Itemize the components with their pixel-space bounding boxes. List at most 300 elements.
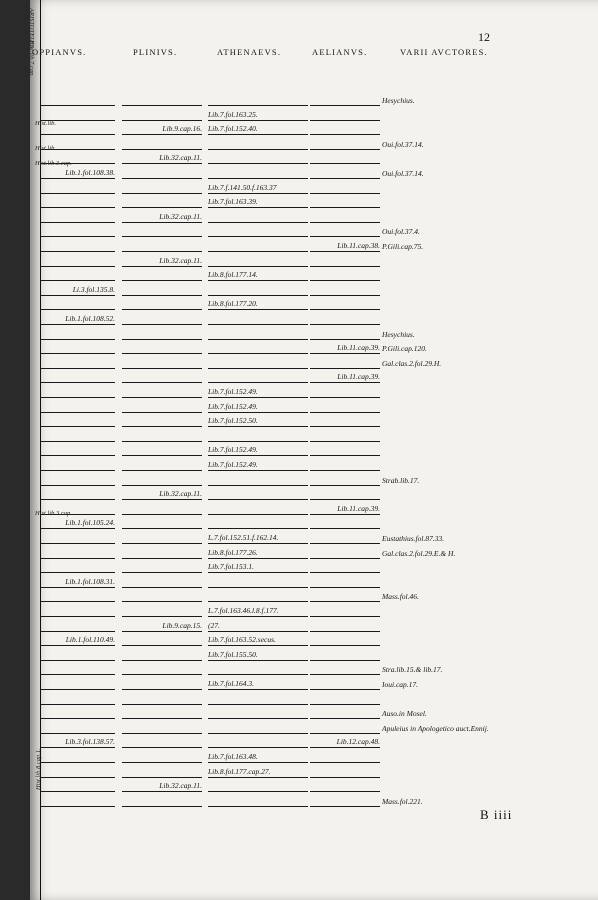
- cell-opp: [40, 651, 115, 661]
- cell-ael: [310, 359, 380, 369]
- cell-ath: [208, 797, 308, 807]
- cell-pli: [122, 359, 202, 369]
- cell-ael: [310, 782, 380, 792]
- citation-text: Lib.8.fol.177.26.: [208, 547, 258, 557]
- cell-var: [382, 300, 532, 310]
- table-row: [30, 286, 598, 296]
- cell-opp: [40, 797, 115, 807]
- cell-opp: [40, 534, 115, 544]
- cell-opp: [40, 403, 115, 413]
- cell-ath: [208, 738, 308, 748]
- cell-var: [382, 344, 532, 354]
- cell-ath: [208, 636, 308, 646]
- cell-ael: [310, 213, 380, 223]
- cell-var: [382, 549, 532, 559]
- cell-pli: [122, 315, 202, 325]
- table-row: [30, 184, 598, 194]
- cell-ael: [310, 271, 380, 281]
- cell-opp: [40, 257, 115, 267]
- citation-text: Gal.clas.2.fol.29.E.& H.: [382, 548, 456, 558]
- cell-ath: [208, 578, 308, 588]
- cell-ath: [208, 446, 308, 456]
- cell-opp: [40, 607, 115, 617]
- citation-text: Lib.7.f.141.50.f.163.37: [208, 182, 277, 192]
- cell-opp: [40, 373, 115, 383]
- table-row: [30, 636, 598, 646]
- cell-pli: [122, 330, 202, 340]
- table-row: [30, 680, 598, 690]
- cell-ael: [310, 665, 380, 675]
- cell-pli: [122, 753, 202, 763]
- cell-ael: [310, 154, 380, 164]
- cell-ath: [208, 651, 308, 661]
- table-row: [30, 461, 598, 471]
- cell-ath: [208, 724, 308, 734]
- citation-text: Hesychius.: [382, 96, 415, 105]
- cell-pli: [122, 344, 202, 354]
- table-row: [30, 198, 598, 208]
- citation-text: Lib.11.cap.38.: [337, 241, 380, 250]
- citation-text: Oui.fol.37.14.: [382, 169, 424, 178]
- table-row: [30, 782, 598, 792]
- cell-ael: [310, 242, 380, 252]
- citation-text: Lib.7.fol.152.49.: [208, 401, 258, 411]
- table-row: [30, 125, 598, 135]
- citation-text: Lib.11.cap.39.: [337, 343, 380, 353]
- cell-ath: [208, 286, 308, 296]
- cell-pli: [122, 665, 202, 675]
- cell-ael: [310, 563, 380, 573]
- cell-var: [382, 695, 532, 705]
- citation-text: Lib.1.fol.108.38.: [65, 168, 115, 177]
- margin-fragment: Hist.lib.: [35, 120, 56, 127]
- cell-opp: [40, 490, 115, 500]
- citation-text: Lib.7.fol.153.1.: [208, 562, 255, 572]
- cell-pli: [122, 446, 202, 456]
- cell-ath: [208, 184, 308, 194]
- cell-ath: [208, 768, 308, 778]
- cell-pli: [122, 607, 202, 617]
- cell-ael: [310, 476, 380, 486]
- cell-var: [382, 330, 532, 340]
- cell-opp: [40, 300, 115, 310]
- cell-var: [382, 373, 532, 383]
- cell-pli: [122, 373, 202, 383]
- cell-pli: [122, 184, 202, 194]
- cell-var: [382, 607, 532, 617]
- cell-pli: [122, 724, 202, 734]
- cell-var: [382, 651, 532, 661]
- cell-var: [382, 592, 532, 602]
- cell-opp: [40, 709, 115, 719]
- cell-ael: [310, 578, 380, 588]
- cell-ath: [208, 432, 308, 442]
- cell-var: [382, 724, 532, 734]
- cell-ath: [208, 622, 308, 632]
- table-row: [30, 96, 598, 106]
- cell-pli: [122, 578, 202, 588]
- cell-var: [382, 665, 532, 675]
- cell-ath: [208, 782, 308, 792]
- cell-ath: [208, 330, 308, 340]
- header-aelianus: AELIANVS.: [312, 47, 368, 57]
- cell-var: [382, 125, 532, 135]
- margin-fragment: Hist.lib.7.cap.: [28, 40, 35, 77]
- cell-ath: [208, 490, 308, 500]
- header-athenaeus: ATHENAEVS.: [217, 47, 282, 57]
- cell-ath: [208, 344, 308, 354]
- cell-var: [382, 446, 532, 456]
- citation-text: Lib.8.fol.177.20.: [208, 299, 258, 309]
- citation-text: Oui.fol.37.4.: [382, 227, 420, 237]
- cell-ath: [208, 695, 308, 705]
- header-plinius: PLINIVS.: [133, 47, 178, 57]
- cell-var: [382, 286, 532, 296]
- citation-text: Lib.1.fol.105.24.: [65, 518, 115, 528]
- citation-text: Lib.9.cap.16.: [162, 124, 202, 134]
- cell-var: [382, 709, 532, 719]
- cell-ael: [310, 403, 380, 413]
- table-row: [30, 505, 598, 515]
- cell-opp: [40, 344, 115, 354]
- cell-pli: [122, 519, 202, 529]
- citation-text: P.Gili.cap.120.: [382, 344, 427, 354]
- cell-ath: [208, 753, 308, 763]
- cell-var: [382, 169, 532, 179]
- book-page: [30, 0, 598, 900]
- cell-var: [382, 154, 532, 164]
- cell-ael: [310, 461, 380, 471]
- cell-var: [382, 227, 532, 237]
- cell-pli: [122, 213, 202, 223]
- cell-var: [382, 213, 532, 223]
- cell-opp: [40, 768, 115, 778]
- cell-var: [382, 271, 532, 281]
- cell-ath: [208, 665, 308, 675]
- cell-ael: [310, 651, 380, 661]
- citation-table: [30, 0, 598, 900]
- cell-ael: [310, 315, 380, 325]
- cell-ael: [310, 140, 380, 150]
- cell-opp: [40, 446, 115, 456]
- cell-var: [382, 636, 532, 646]
- cell-pli: [122, 768, 202, 778]
- cell-opp: [40, 578, 115, 588]
- cell-opp: [40, 695, 115, 705]
- cell-opp: [40, 549, 115, 559]
- cell-var: [382, 768, 532, 778]
- cell-ath: [208, 257, 308, 267]
- table-row: [30, 169, 598, 179]
- cell-ael: [310, 695, 380, 705]
- cell-opp: [40, 169, 115, 179]
- cell-ael: [310, 169, 380, 179]
- cell-pli: [122, 651, 202, 661]
- cell-var: [382, 140, 532, 150]
- citation-text: Lib.7.fol.152.49.: [208, 460, 258, 469]
- citation-text: Lib.7.fol.152.50.: [208, 416, 258, 426]
- table-row: [30, 622, 598, 632]
- cell-ath: [208, 476, 308, 486]
- cell-ath: [208, 607, 308, 617]
- table-row: [30, 271, 598, 281]
- table-row: [30, 213, 598, 223]
- cell-opp: [40, 242, 115, 252]
- margin-fragment: Hist.lib.8.cap.1.: [35, 748, 42, 790]
- table-row: [30, 695, 598, 705]
- cell-opp: [40, 665, 115, 675]
- citation-text: Ioui.cap.17.: [382, 680, 419, 689]
- cell-opp: [40, 622, 115, 632]
- cell-opp: [40, 753, 115, 763]
- cell-ath: [208, 680, 308, 690]
- cell-opp: [40, 315, 115, 325]
- cell-ath: [208, 563, 308, 573]
- citation-text: Lib.7.fol.163.48.: [208, 752, 258, 761]
- cell-var: [382, 738, 532, 748]
- table-row: [30, 709, 598, 719]
- table-row: [30, 665, 598, 675]
- cell-opp: [40, 724, 115, 734]
- table-row: [30, 359, 598, 369]
- citation-text: Lib.11.cap.39.: [337, 372, 380, 382]
- cell-opp: [40, 198, 115, 208]
- cell-opp: [40, 359, 115, 369]
- cell-ath: [208, 592, 308, 602]
- citation-text: Lib.12.cap.48.: [336, 737, 380, 747]
- cell-ael: [310, 257, 380, 267]
- cell-ael: [310, 227, 380, 237]
- cell-var: [382, 111, 532, 121]
- cell-opp: [40, 330, 115, 340]
- cell-ath: [208, 534, 308, 544]
- cell-ath: [208, 271, 308, 281]
- citation-text: Lib.32.cap.11.: [159, 489, 202, 499]
- cell-ael: [310, 96, 380, 106]
- cell-pli: [122, 242, 202, 252]
- cell-var: [382, 417, 532, 427]
- cell-pli: [122, 622, 202, 632]
- cell-pli: [122, 417, 202, 427]
- cell-opp: [40, 563, 115, 573]
- cell-opp: [40, 461, 115, 471]
- cell-pli: [122, 461, 202, 471]
- table-row: [30, 490, 598, 500]
- header-oppianus: OPPIANVS.: [32, 47, 87, 57]
- cell-pli: [122, 154, 202, 164]
- citation-text: Mass.fol.46.: [382, 592, 419, 602]
- citation-text: (27.: [208, 620, 220, 630]
- table-row: [30, 578, 598, 588]
- cell-pli: [122, 490, 202, 500]
- citation-text: L.7.fol.152.51.f.162.14.: [208, 533, 279, 542]
- cell-var: [382, 753, 532, 763]
- cell-var: [382, 198, 532, 208]
- cell-ath: [208, 125, 308, 135]
- cell-var: [382, 782, 532, 792]
- cell-var: [382, 519, 532, 529]
- cell-ath: [208, 388, 308, 398]
- cell-ael: [310, 592, 380, 602]
- cell-opp: [40, 286, 115, 296]
- table-row: [30, 300, 598, 310]
- cell-opp: [40, 592, 115, 602]
- cell-var: [382, 432, 532, 442]
- citation-text: Lib.1.fol.110.49.: [65, 635, 115, 645]
- cell-ael: [310, 490, 380, 500]
- cell-var: [382, 388, 532, 398]
- cell-ath: [208, 227, 308, 237]
- cell-ael: [310, 417, 380, 427]
- signature-mark: B iiii: [480, 807, 513, 822]
- cell-var: [382, 797, 532, 807]
- cell-ael: [310, 373, 380, 383]
- cell-ath: [208, 169, 308, 179]
- table-row: [30, 227, 598, 237]
- margin-fragment: Hist.lib.3.cap.: [35, 160, 72, 167]
- citation-text: Strab.lib.17.: [382, 475, 420, 485]
- table-row: [30, 607, 598, 617]
- citation-text: Lib.1.fol.108.52.: [65, 314, 115, 323]
- cell-ael: [310, 549, 380, 559]
- cell-var: [382, 257, 532, 267]
- citation-text: Li.3.fol.135.8.: [72, 284, 115, 294]
- cell-var: [382, 359, 532, 369]
- cell-pli: [122, 271, 202, 281]
- citation-text: Lib.7.fol.164.3.: [208, 679, 255, 688]
- cell-var: [382, 403, 532, 413]
- cell-var: [382, 578, 532, 588]
- cell-ael: [310, 300, 380, 310]
- cell-var: [382, 680, 532, 690]
- citation-text: P.Gili.cap.75.: [382, 242, 424, 251]
- table-row: [30, 534, 598, 544]
- citation-text: Lib.3.fol.138.57.: [65, 737, 115, 747]
- cell-pli: [122, 257, 202, 267]
- citation-text: Lib.9.cap.15.: [162, 620, 202, 630]
- cell-opp: [40, 636, 115, 646]
- table-row: [30, 388, 598, 398]
- table-row: [30, 446, 598, 456]
- table-row: [30, 563, 598, 573]
- cell-pli: [122, 592, 202, 602]
- cell-ael: [310, 446, 380, 456]
- cell-ath: [208, 140, 308, 150]
- cell-ael: [310, 432, 380, 442]
- table-row: [30, 344, 598, 354]
- cell-pli: [122, 534, 202, 544]
- table-row: [30, 330, 598, 340]
- citation-text: Lib.11.cap.39.: [337, 503, 380, 513]
- table-row: [30, 549, 598, 559]
- cell-opp: [40, 519, 115, 529]
- citation-text: Lib.7.fol.152.49.: [208, 445, 258, 455]
- cell-var: [382, 461, 532, 471]
- cell-opp: [40, 213, 115, 223]
- cell-ael: [310, 125, 380, 135]
- table-row: [30, 651, 598, 661]
- citation-text: Oui.fol.37.14.: [382, 139, 424, 149]
- cell-pli: [122, 797, 202, 807]
- citation-text: Eustathius.fol.87.33.: [382, 534, 445, 543]
- cell-pli: [122, 300, 202, 310]
- cell-var: [382, 96, 532, 106]
- citation-text: Lib.8.fol.177.cap.27.: [208, 766, 271, 776]
- table-row: [30, 592, 598, 602]
- cell-var: [382, 534, 532, 544]
- cell-ath: [208, 461, 308, 471]
- citation-text: Mass.fol.221.: [382, 796, 423, 806]
- cell-ath: [208, 519, 308, 529]
- citation-text: Lib.1.fol.108.31.: [65, 576, 115, 586]
- cell-ath: [208, 213, 308, 223]
- cell-pli: [122, 782, 202, 792]
- cell-ael: [310, 680, 380, 690]
- table-row: [30, 753, 598, 763]
- cell-ael: [310, 111, 380, 121]
- header-varii-auctores: VARII AVCTORES.: [400, 47, 488, 57]
- cell-pli: [122, 636, 202, 646]
- cell-var: [382, 505, 532, 515]
- cell-ath: [208, 505, 308, 515]
- citation-text: Lib.32.cap.11.: [159, 211, 202, 221]
- table-row: [30, 768, 598, 778]
- cell-var: [382, 622, 532, 632]
- table-row: [30, 257, 598, 267]
- cell-opp: [40, 227, 115, 237]
- table-row: [30, 476, 598, 486]
- cell-pli: [122, 680, 202, 690]
- cell-ath: [208, 359, 308, 369]
- cell-pli: [122, 549, 202, 559]
- cell-ael: [310, 709, 380, 719]
- table-row: [30, 315, 598, 325]
- cell-ath: [208, 373, 308, 383]
- cell-ath: [208, 549, 308, 559]
- cell-ael: [310, 534, 380, 544]
- citation-text: Hesychius.: [382, 329, 415, 339]
- cell-opp: [40, 184, 115, 194]
- cell-ael: [310, 388, 380, 398]
- cell-opp: [40, 476, 115, 486]
- cell-pli: [122, 227, 202, 237]
- cell-var: [382, 315, 532, 325]
- cell-opp: [40, 388, 115, 398]
- cell-pli: [122, 738, 202, 748]
- cell-ael: [310, 753, 380, 763]
- cell-var: [382, 184, 532, 194]
- cell-ael: [310, 505, 380, 515]
- cell-ael: [310, 607, 380, 617]
- cell-pli: [122, 432, 202, 442]
- cell-ael: [310, 519, 380, 529]
- cell-ath: [208, 154, 308, 164]
- cell-ael: [310, 184, 380, 194]
- cell-pli: [122, 403, 202, 413]
- cell-ael: [310, 738, 380, 748]
- cell-pli: [122, 96, 202, 106]
- citation-text: Auso.in Mosel.: [382, 709, 427, 719]
- cell-opp: [40, 96, 115, 106]
- table-row: [30, 373, 598, 383]
- cell-pli: [122, 125, 202, 135]
- table-row: [30, 154, 598, 164]
- cell-pli: [122, 505, 202, 515]
- cell-var: [382, 490, 532, 500]
- table-row: [30, 738, 598, 748]
- cell-pli: [122, 695, 202, 705]
- cell-opp: [40, 417, 115, 427]
